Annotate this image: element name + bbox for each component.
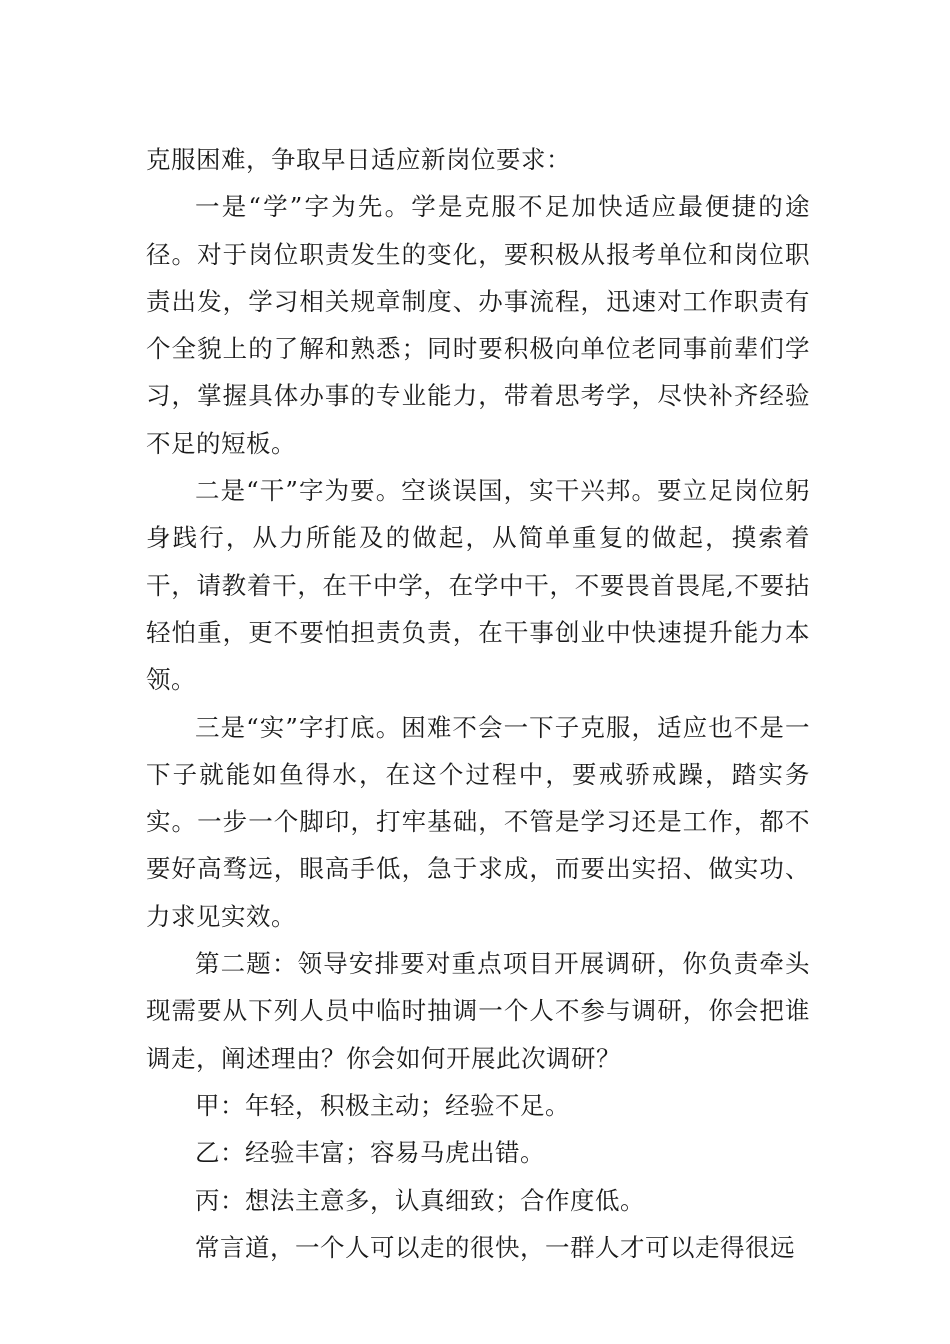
paragraph-intro: 克服困难，争取早日适应新岗位要求： — [146, 145, 571, 174]
paragraph-person-jia: 甲：年轻，积极主动；经验不足。 — [195, 1090, 570, 1120]
paragraph-person-bing: 丙：想法主意多，认真细致；合作度低。 — [195, 1185, 645, 1215]
paragraph-person-yi: 乙：经验丰富；容易马虎出错。 — [195, 1138, 545, 1168]
paragraph-work: 二是“干”字为要。空谈误国，实干兴邦。要立足岗位躬身践行，从力所能及的做起，从简单重复的做起，摸索着干，请教着干，在干中学，在学中干，不要畏首畏尾,不要拈轻怕重，更不要怕担责负责，在干事创业中快速提升能力本领。 — [146, 476, 810, 695]
paragraph-question-two: 第二题：领导安排要对重点项目开展调研，你负责牵头现需要从下列人员中临时抽调一个人不参与调研，你会把谁调走，阐述理由？你会如何开展此次调研？ — [146, 949, 810, 1073]
paragraph-learn: 一是“学”字为先。学是克服不足加快适应最便捷的途径。对于岗位职责发生的变化，要积极从报考单位和岗位职责出发，学习相关规章制度、办事流程，迅速对工作职责有个全貌上的了解和熟悉；同时要积极向单位老同事前辈们学习，掌握具体办事的专业能力，带着思考学，尽快补齐经验不足的短板。 — [146, 192, 810, 458]
document-body — [146, 136, 810, 1271]
paragraph-solid: 三是“实”字打底。困难不会一下子克服，适应也不是一下子就能如鱼得水，在这个过程中，要戒骄戒躁，踏实务实。一步一个脚印，打牢基础，不管是学习还是工作，都不要好高骛远，眼高手低，急于求成，而要出实招、做实功、力求见实效。 — [146, 712, 810, 931]
paragraph-saying: 常言道，一个人可以走的很快，一群人才可以走得很远 — [195, 1232, 795, 1262]
